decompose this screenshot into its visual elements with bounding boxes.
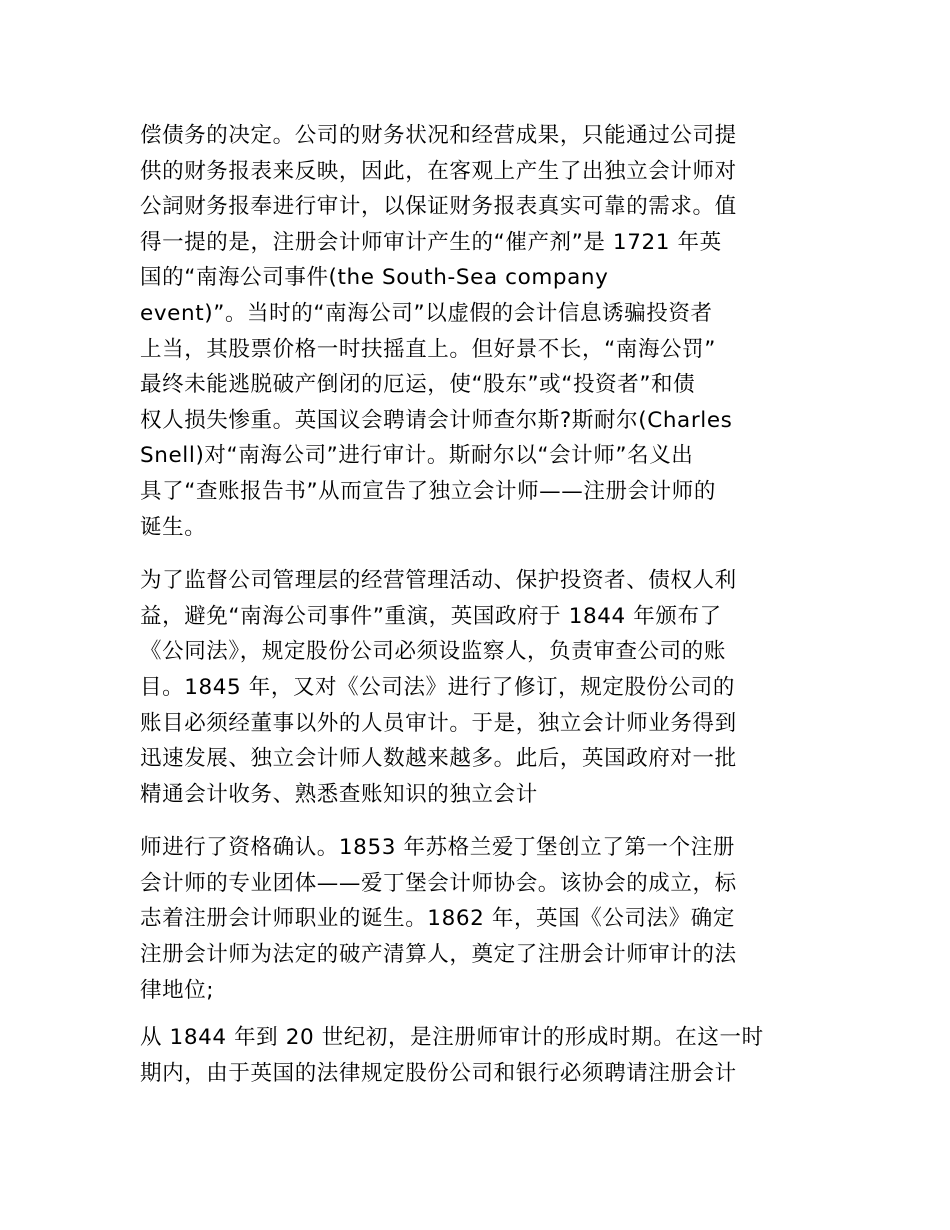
text-line: 志着注册会计师职业的诞生。1862 年，英国《公司法》确定 bbox=[140, 906, 735, 932]
paragraph-south-sea bbox=[140, 118, 812, 545]
paragraph-gap bbox=[140, 812, 812, 830]
document-body bbox=[140, 118, 812, 1091]
text-line: 迅速发展、独立会计师人数越来越多。此后，英国政府对一批 bbox=[140, 746, 737, 772]
text-line: 权人损失惨重。英国议会聘请会计师查尔斯?斯耐尔(Charles bbox=[140, 407, 733, 433]
text-line: Snell)对“南海公司”进行审计。斯耐尔以“会计师”名义出 bbox=[140, 443, 694, 469]
text-line: 会计师的专业团体——爱丁堡会计师协会。该协会的成立，标 bbox=[140, 870, 737, 896]
text-line: 注册会计师为法定的破产清算人，奠定了注册会计师审计的法 bbox=[140, 942, 737, 968]
text-line: 《公同法》，规定股份公司必须设监察人，负责审查公司的账 bbox=[140, 639, 726, 665]
text-line: 从 1844 年到 20 世纪初，是注册师审计的形成时期。在这一时 bbox=[140, 1025, 764, 1051]
text-line: 律地位; bbox=[140, 977, 215, 1003]
text-line: 期内，由于英国的法律规定股份公司和银行必须聘请注册会计 bbox=[140, 1060, 737, 1086]
paragraph-gap bbox=[140, 545, 812, 563]
paragraph-gap bbox=[140, 1008, 812, 1020]
text-line: 公詞财务报奉进行审计，以保证财务报表真实可靠的需求。值 bbox=[140, 194, 737, 220]
paragraph-companies-act bbox=[140, 563, 812, 812]
text-line: 精通会计收务、熟悉查账知识的独立会计 bbox=[140, 781, 538, 807]
text-line: 得一提的是，注册会计师审计产生的“催产剂”是 1721 年英 bbox=[140, 229, 722, 255]
text-line: 最终未能逃脱破产倒闭的厄运，使“股东”或“投资者”和债 bbox=[140, 372, 696, 398]
text-line: 为了监督公司管理层的经营管理活动、保护投资者、债权人利 bbox=[140, 568, 737, 594]
text-line: 益，避免“南海公司事件”重演，英国政府于 1844 年颁布了 bbox=[140, 603, 722, 629]
text-line: 诞生。 bbox=[140, 514, 207, 540]
text-line: 师进行了资格确认。1853 年苏格兰爱丁堡创立了第一个注册 bbox=[140, 835, 735, 861]
text-line: 供的财务报表来反映，因此，在客观上产生了出独立会计师对 bbox=[140, 158, 737, 184]
text-line: 具了“查账报告书”从而宣告了独立会计师——注册会计师的 bbox=[140, 478, 716, 504]
paragraph-edinburgh bbox=[140, 830, 812, 1008]
text-line: 上当，其股票价格一时扶摇直上。但好景不长，“南海公罚” bbox=[140, 336, 716, 362]
text-line: 国的“南海公司事件(the South-Sea company bbox=[140, 265, 609, 291]
text-line: 账目必须经董事以外的人员审计。于是，独立会计师业务得到 bbox=[140, 710, 737, 736]
paragraph-formation-period bbox=[140, 1020, 812, 1091]
text-line: event)”。当时的“南海公司”以虚假的会计信息诱骗投资者 bbox=[140, 300, 713, 326]
text-line: 偿债务的决定。公司的财务状况和经营成果，只能通过公司提 bbox=[140, 123, 737, 148]
text-line: 目。1845 年，又对《公司法》进行了修订，规定股份公司的 bbox=[140, 674, 735, 700]
